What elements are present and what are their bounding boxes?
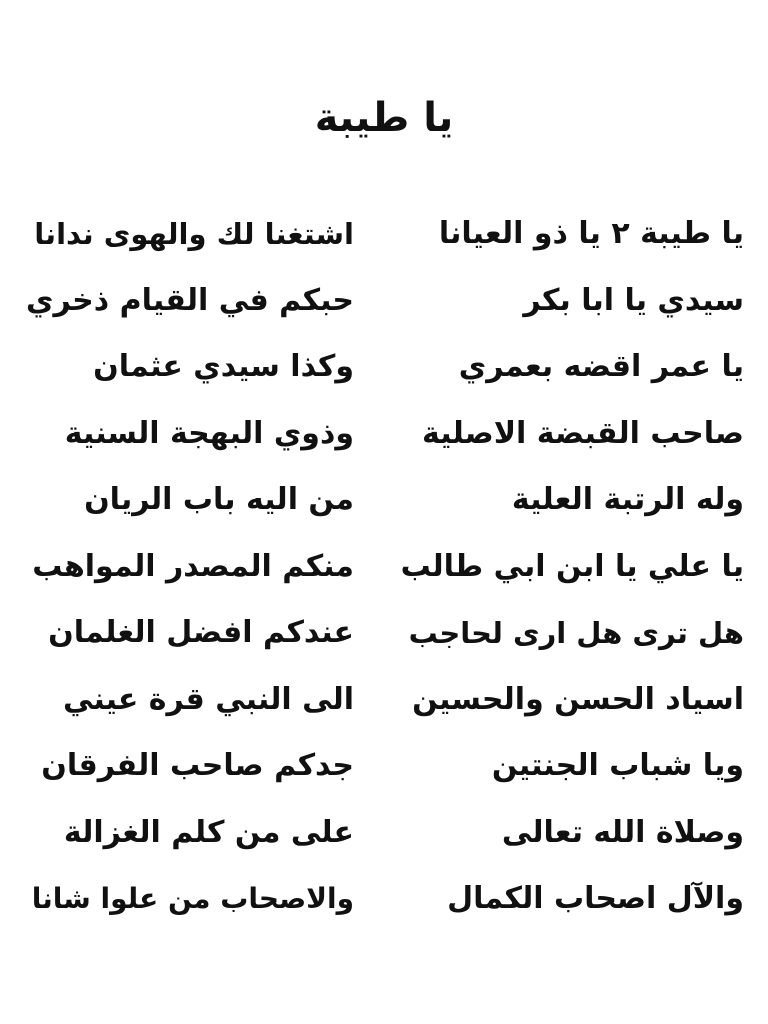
verse-first-hemistich: صاحب القبضة الاصلية	[422, 415, 744, 451]
verse-first-hemistich: وصلاة الله تعالى	[501, 814, 744, 850]
verse-first-hemistich: يا طيبة ٢ يا ذو العيانا	[438, 216, 744, 251]
verse-first-hemistich: يا عمر اقضه بعمري	[458, 349, 744, 384]
verse-row	[0, 339, 768, 406]
verse-row	[0, 738, 768, 805]
verse-first-hemistich: اسياد الحسن والحسين	[412, 681, 744, 717]
verse-second-hemistich: منكم المصدر المواهب	[32, 548, 354, 584]
verse-list	[0, 206, 768, 938]
verse-row	[0, 472, 768, 539]
verse-row	[0, 805, 768, 872]
verse-row	[0, 605, 768, 672]
verse-row	[0, 672, 768, 739]
verse-first-hemistich: سيدي يا ابا بكر	[523, 282, 744, 318]
verse-second-hemistich: حبكم في القيام ذخري	[26, 282, 354, 318]
verse-first-hemistich: والآل اصحاب الكمال	[447, 881, 744, 916]
verse-row	[0, 406, 768, 473]
verse-row	[0, 206, 768, 273]
verse-second-hemistich: والاصحاب من علوا شانا	[31, 882, 354, 915]
poem-title: يا طيبة	[314, 95, 454, 141]
verse-first-hemistich: ويا شباب الجنتين	[491, 748, 744, 783]
verse-row	[0, 273, 768, 340]
verse-first-hemistich: يا علي يا ابن ابي طالب	[400, 548, 744, 584]
verse-second-hemistich: وكذا سيدي عثمان	[93, 349, 354, 384]
verse-second-hemistich: على من كلم الغزالة	[63, 814, 354, 850]
verse-row	[0, 539, 768, 606]
verse-second-hemistich: الى النبي قرة عيني	[63, 681, 354, 717]
verse-second-hemistich: جدكم صاحب الفرقان	[41, 748, 354, 783]
verse-row	[0, 871, 768, 938]
verse-second-hemistich: عندكم افضل الغلمان	[48, 615, 354, 650]
verse-second-hemistich: اشتغنا لك والهوى ندانا	[34, 217, 354, 251]
verse-second-hemistich: وذوي البهجة السنية	[64, 415, 354, 451]
verse-second-hemistich: من اليه باب الريان	[84, 482, 354, 517]
verse-first-hemistich: وله الرتبة العلية	[511, 482, 744, 517]
verse-first-hemistich: هل ترى هل ارى لحاجب	[408, 616, 744, 650]
